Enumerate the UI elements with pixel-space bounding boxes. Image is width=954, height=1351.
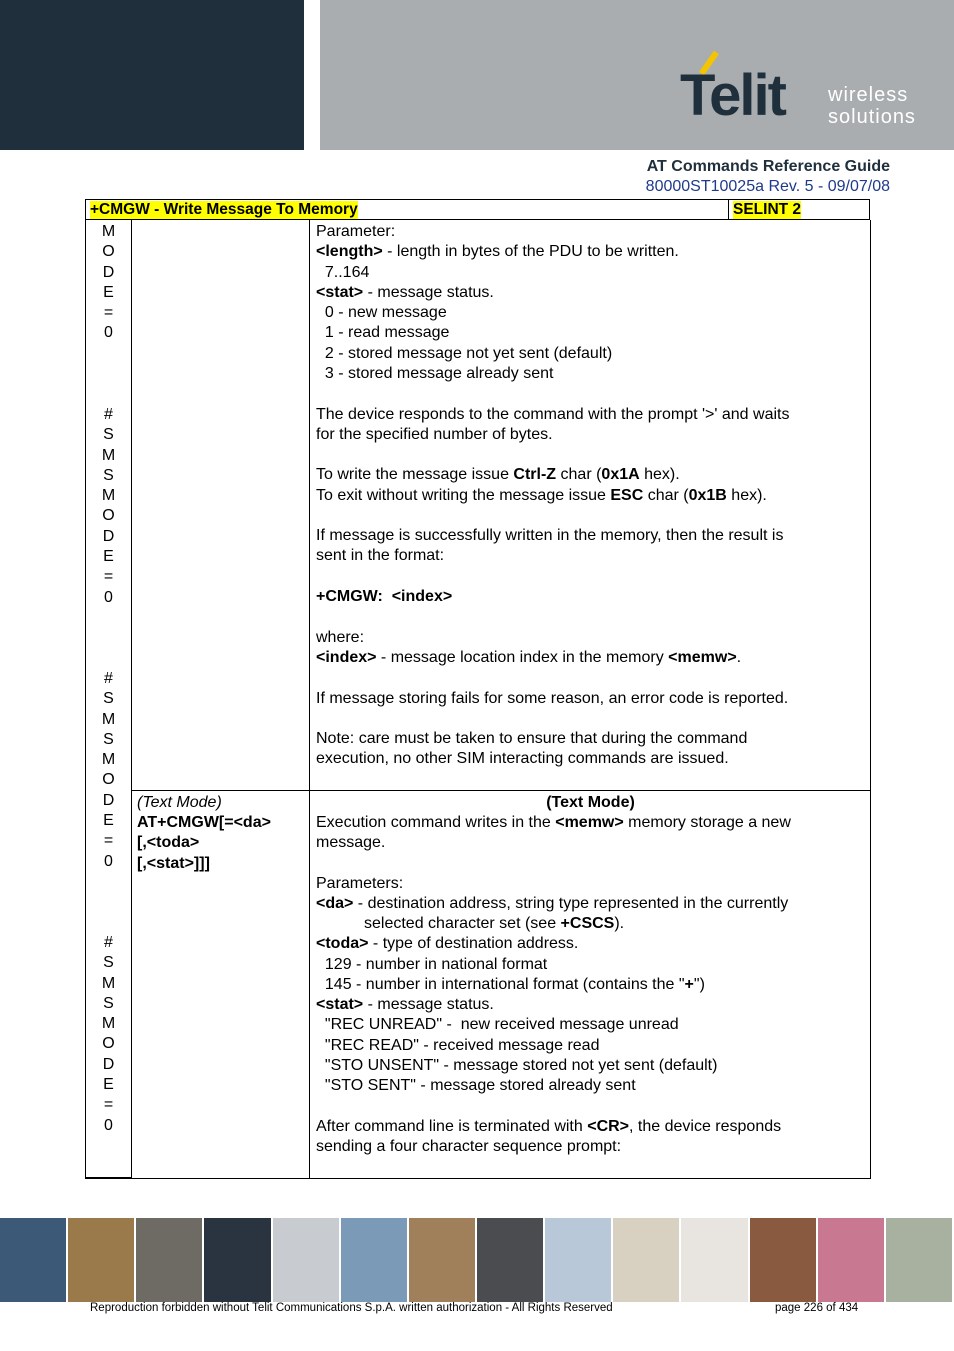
side-label-char: M [101,751,116,769]
side-label-smsmode-1 [86,405,131,608]
exec-text-1 [316,813,791,833]
header-divider [728,200,729,219]
after-text-1 [316,1117,781,1137]
exit-c: char ( [643,487,689,504]
index-desc: - message location index in the memory [376,649,669,666]
footer-photo [886,1218,952,1302]
da-desc: - destination address, string type represented in the currently [353,895,789,912]
exit-a: To exit without writing the message issue [316,487,611,504]
length-range: 7..164 [316,264,370,281]
after-b: <CR> [587,1118,630,1135]
write-d: 0x1A [601,466,640,483]
da-param-cont [364,914,624,934]
side-label-char: E [103,812,114,830]
syntax-line-3: [,<stat>]]] [137,855,210,872]
exec-b: <memw> [555,814,624,831]
da-desc2a: selected character set (see [364,915,561,932]
toda-desc: - type of destination address. [368,935,579,952]
document-title: AT Commands Reference Guide [646,158,890,175]
side-label-char: O [102,1035,115,1053]
syntax-column-divider [309,220,310,1178]
exec-a: Execution command writes in the [316,814,556,831]
syntax-line-1: AT+CMGW[=<da> [137,814,271,831]
side-label-char: O [102,771,115,789]
write-c: char ( [556,466,602,483]
footer-photo [818,1218,884,1302]
mode-label: (Text Mode) [137,794,222,811]
side-label-char: E [103,1076,114,1094]
side-column-divider [131,220,132,1178]
command-table-header [85,199,870,220]
side-label-char: M [101,1015,116,1033]
footer-photo [750,1218,816,1302]
side-label-char: M [101,223,116,240]
write-instruction [316,465,680,485]
selint-level: SELINT 2 [733,201,802,218]
command-title: +CMGW - Write Message To Memory [90,201,358,218]
side-label-char: S [103,994,114,1012]
index-end: . [736,649,742,666]
prompt-text-2: for the specified number of bytes. [316,426,553,443]
footer-photo [681,1218,747,1302]
header-dark-panel [0,0,304,150]
toda-param [316,934,578,954]
stat-sto-sent: "STO SENT" - message stored already sent [316,1077,636,1094]
side-label-char: D [102,263,115,281]
command-table [85,220,871,1179]
success-text-1: If message is successfully written in the memory, then the result is [316,527,784,544]
side-label-char: S [103,730,114,748]
footer-copyright: Reproduction forbidden without Telit Communications S.p.A. written authorization - All Rights Reserved [90,1302,613,1314]
length-desc: - length in bytes of the PDU to be written. [382,243,679,260]
side-label-char: O [102,243,115,261]
side-label-char: M [101,487,116,505]
after-text-2: sending a four character sequence prompt: [316,1138,622,1155]
logo-wordmark: Telit [680,63,785,128]
side-label-char: E [103,283,114,301]
da-tag: <da> [316,895,354,912]
stat-desc: - message status. [363,284,494,301]
parameter-heading: Parameter: [316,223,396,240]
footer-photo [204,1218,270,1302]
exec-c: memory storage a new [623,814,791,831]
side-label-char: S [103,426,114,444]
exit-instruction [316,486,767,506]
stat-rec-read: "REC READ" - received message read [316,1037,600,1054]
write-b: Ctrl-Z [513,466,557,483]
side-label-char: = [103,832,114,850]
toda-tag: <toda> [316,935,369,952]
side-label-char: S [103,690,114,708]
side-label-smsmode-2 [86,669,131,872]
parameters-heading: Parameters: [316,875,404,892]
footer-photo [545,1218,611,1302]
stat-sto-unsent: "STO UNSENT" - message stored not yet sent (default) [316,1057,718,1074]
exit-d: 0x1B [688,487,727,504]
page-number: page 226 of 434 [775,1302,859,1314]
footer-photo [273,1218,339,1302]
toda-145a: 145 - number in international format (contains the " [316,976,685,993]
side-label-char: 0 [104,588,113,606]
toda-145b: + [684,976,694,993]
side-label-char: 0 [104,852,113,870]
side-label-char: D [102,1055,115,1073]
side-label-char: # [104,406,113,423]
da-param [316,894,788,914]
text-mode-heading: (Text Mode) [546,794,635,811]
footer-photo [0,1218,66,1302]
telit-logo [676,48,936,132]
footer-photo [136,1218,202,1302]
side-label-char: = [103,568,114,586]
side-label-char: S [103,954,114,972]
footer-photo [68,1218,134,1302]
footer-photo [613,1218,679,1302]
footer-photo [341,1218,407,1302]
index-memw: <memw> [668,649,737,666]
side-label-char: M [101,710,116,728]
stat2-param [316,995,494,1015]
result-format: +CMGW: <index> [316,588,453,605]
stat-rec-unread: "REC UNREAD" - new received message unread [316,1016,679,1033]
stat-value-1: 1 - read message [316,324,450,341]
side-label-char: E [103,548,114,566]
after-a: After command line is terminated with [316,1118,588,1135]
write-e: hex). [639,466,680,483]
exit-e: hex). [726,487,767,504]
where-label: where: [316,629,365,646]
footer-photo-strip [0,1218,954,1302]
success-text-2: sent in the format: [316,547,445,564]
side-label-char: # [104,670,113,687]
stat-value-3: 3 - stored message already sent [316,365,554,382]
logo-tagline-line-1: wireless [828,84,909,106]
stat-param [316,283,494,303]
stat-value-2: 2 - stored message not yet sent (default) [316,345,613,362]
exit-b: ESC [610,487,644,504]
footer-photo [477,1218,543,1302]
side-label-char: 0 [104,324,113,342]
toda-129: 129 - number in national format [316,956,548,973]
prompt-text-1: The device responds to the command with the prompt '>' and waits [316,406,790,423]
row-divider [131,790,871,791]
side-label-smsmode-3 [86,933,131,1136]
logo-tagline [828,84,916,128]
side-label-char: M [101,446,116,464]
logo-tagline-line-2: solutions [828,106,916,128]
side-column-bottom [86,1177,132,1179]
index-param [316,648,741,668]
side-label-char: D [102,527,115,545]
side-label-char: 0 [104,1116,113,1134]
fail-text: If message storing fails for some reason, an error code is reported. [316,690,789,707]
document-revision: 80000ST10025a Rev. 5 - 09/07/08 [645,178,890,195]
note-text-2: execution, no other SIM interacting commands are issued. [316,750,729,767]
stat2-tag: <stat> [316,996,364,1013]
side-label-char: S [103,466,114,484]
note-text-1: Note: care must be taken to ensure that during the command [316,730,748,747]
da-desc2b: +CSCS [560,915,615,932]
side-label-mode [86,222,131,344]
footer-photo [409,1218,475,1302]
da-desc2c: ). [614,915,625,932]
side-label-char: # [104,934,113,951]
side-label-char: O [102,507,115,525]
stat-value-0: 0 - new message [316,304,447,321]
after-c: , the device responds [629,1118,782,1135]
side-label-char: = [103,1096,114,1114]
toda-145c: ") [693,976,705,993]
stat2-desc: - message status. [363,996,494,1013]
length-tag: <length> [316,243,383,260]
index-tag: <index> [316,649,377,666]
stat-tag: <stat> [316,284,364,301]
toda-145 [316,975,705,995]
side-label-char: M [101,974,116,992]
syntax-line-2: [,<toda> [137,834,200,851]
side-label-char: = [103,304,114,322]
length-param [316,242,679,262]
write-a: To write the message issue [316,466,514,483]
side-label-char: D [102,791,115,809]
exec-text-2: message. [316,834,386,851]
